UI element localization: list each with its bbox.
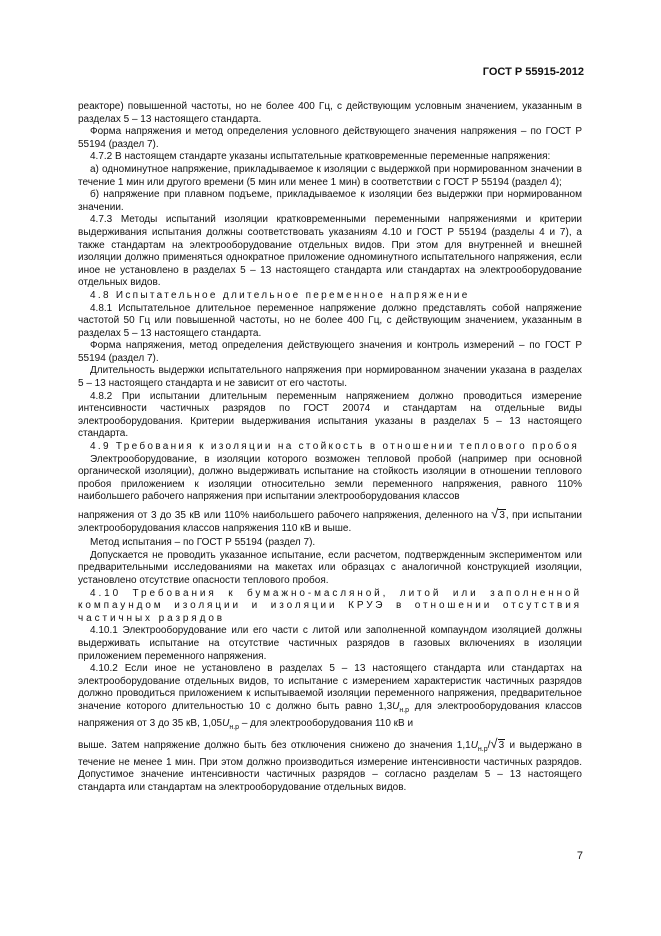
formula-text: , при испытании электрооборудования классов напряжения 110 кВ и выше. [78, 510, 583, 534]
section-heading-4-10: 4.10 Требования к бумажно-масляной, литой или заполненной компаундом изоляции и изоляции КРУЭ в отношении отсутствия частичных разрядов [78, 587, 582, 624]
paragraph: 4.7.2 В настоящем стандарте указаны испытательные кратковременные переменные напряжения: [90, 151, 551, 163]
paragraph: 4.10.1 Электрооборудование или его части с литой или заполненной компаундом изоляцией должны выдерживать испытание на отсутствие частичных разрядов в газовых включениях в изоляции приложением переменного напряжения. [78, 625, 582, 662]
paragraph: Электрооборудование, в изоляции которого возможен тепловой пробой (например при основной органической изоляции), должно выдерживать испытание на стойкость изоляции в отношении теплового пробоя приложением к изоляции относительно земли переменного напряжения, равного 110% наибольшего рабочего напряжения при испытании электрооборудования классов [78, 453, 582, 503]
formula-text: и выдержано в течение не менее 1 мин. При этом должно производиться измерение интенсивности частичных разрядов. Допустимое значение интенсивности частичных разрядов – согласно разделам 5 – 13 настоящего стандарта или стандартам на электрооборудование отдельных видов. [78, 740, 582, 793]
sqrt-operand: 3 [498, 740, 505, 752]
voltage-subscript: н.р [229, 723, 240, 731]
paragraph: Метод испытания – по ГОСТ Р 55194 (раздел 7). [90, 537, 316, 549]
formula-text: для электрооборудования классов напряжения от 3 до 35 кВ, 1,05 [78, 700, 582, 729]
paragraph: 4.7.3 Методы испытаний изоляции кратковременными переменными напряжениями и критерии выдерживания испытания должны соответствовать указаниям 4.10 и ГОСТ Р 55194 (разделы 4 и 7), а также стандартам на электрооборудование отдельных видов. При этом для внутренней и внешней изоляции должно применяться однократное приложение одноминутного испытательного напряжения, если иное не установлено в разделах 5 – 13 настоящего стандарта или стандартах на электрооборудование отдельных видов. [78, 214, 582, 289]
sqrt-operand: 3 [499, 510, 505, 521]
paragraph: 4.8.1 Испытательное длительное переменное напряжение должно представлять собой напряжение частотой 50 Гц или повышенной частоты, но не более 400 Гц, с действующим значением, указанным в разделах 5 – 13 настоящего стандарта. [78, 302, 582, 339]
formula-text: – для электрооборудования 110 кВ и [239, 717, 414, 729]
voltage-subscript: н.р [399, 706, 410, 714]
formula-text: выше. Затем напряжение должно быть без отключения снижено до значения 1,1 [78, 740, 471, 752]
paragraph: 4.8.2 При испытании длительным переменным напряжением должно проводиться измерение интенсивности частичных разрядов по ГОСТ 20074 и стандартам на отдельные виды электрооборудования. Критерии выдерживания испытания указаны в разделах 5 – 13 настоящего стандарта. [78, 390, 582, 440]
voltage-symbol: U [222, 717, 230, 729]
paragraph-with-formula [78, 663, 582, 734]
paragraph: Форма напряжения и метод определения условного действующего значения напряжения – по ГОСТ Р 55194 (раздел 7). [78, 126, 582, 150]
formula-slash: / [487, 740, 491, 752]
paragraph-with-formula [78, 738, 582, 794]
sqrt-formula: √3 [491, 506, 505, 521]
section-heading-4-9: 4.9 Требования к изоляции на стойкость в отношении теплового пробоя [90, 441, 580, 453]
formula-text: 4.10.2 Если иное не установлено в разделах 5 – 13 настоящего стандарта или стандартах на электрооборудование отдельных видов, то испытание с измерением характеристик частичных разрядов должно проводиться приложением к испытываемой изоляции переменного напряжения, предварительное значение которого длительностью 10 с должно быть равно 1,3 [78, 663, 582, 712]
voltage-symbol: U [470, 740, 478, 752]
formula-text: напряжения от 3 до 35 кВ или 110% наибольшего рабочего напряжения, деленного на [78, 510, 488, 521]
paragraph: реакторе) повышенной частоты, но не более 400 Гц, с действующим условным значением, указанным в разделах 5 – 13 настоящего стандарта. [78, 101, 582, 125]
page-number: 7 [576, 850, 583, 862]
paragraph-with-formula [78, 508, 582, 535]
voltage-symbol: U [392, 700, 400, 712]
paragraph: Форма напряжения, метод определения действующего значения и контроль измерений – по ГОСТ Р 55194 (раздел 7). [78, 340, 582, 364]
voltage-subscript: н.р [477, 746, 488, 754]
paragraph: Длительность выдержки испытательного напряжения при нормированном значении указана в разделах 5 – 13 настоящего стандарта и не зависит от его частоты. [78, 365, 582, 390]
list-item: а) одноминутное напряжение, прикладываемое к изоляции с выдержкой при нормированном значении в течение 1 мин или другого времени (5 мин или менее 1 мин) в соответствии с ГОСТ Р 55194 (раздел 4); [78, 163, 582, 188]
paragraph: Допускается не проводить указанное испытание, если расчетом, подтвержденным экспериментом или предварительными исследованиями на макетах или образцах с аналогичной конструкцией изоляции, установлено отсутствие опасности теплового пробоя. [78, 549, 582, 586]
section-heading-4-8: 4.8 Испытательное длительное переменное напряжение [90, 289, 470, 301]
document-header: ГОСТ Р 55915-2012 [482, 66, 584, 78]
page-body [78, 101, 582, 796]
sqrt-formula: √3 [490, 736, 505, 752]
list-item: б) напряжение при плавном подъеме, прикладываемое к изоляции без выдержки при нормированном значении. [78, 189, 582, 213]
